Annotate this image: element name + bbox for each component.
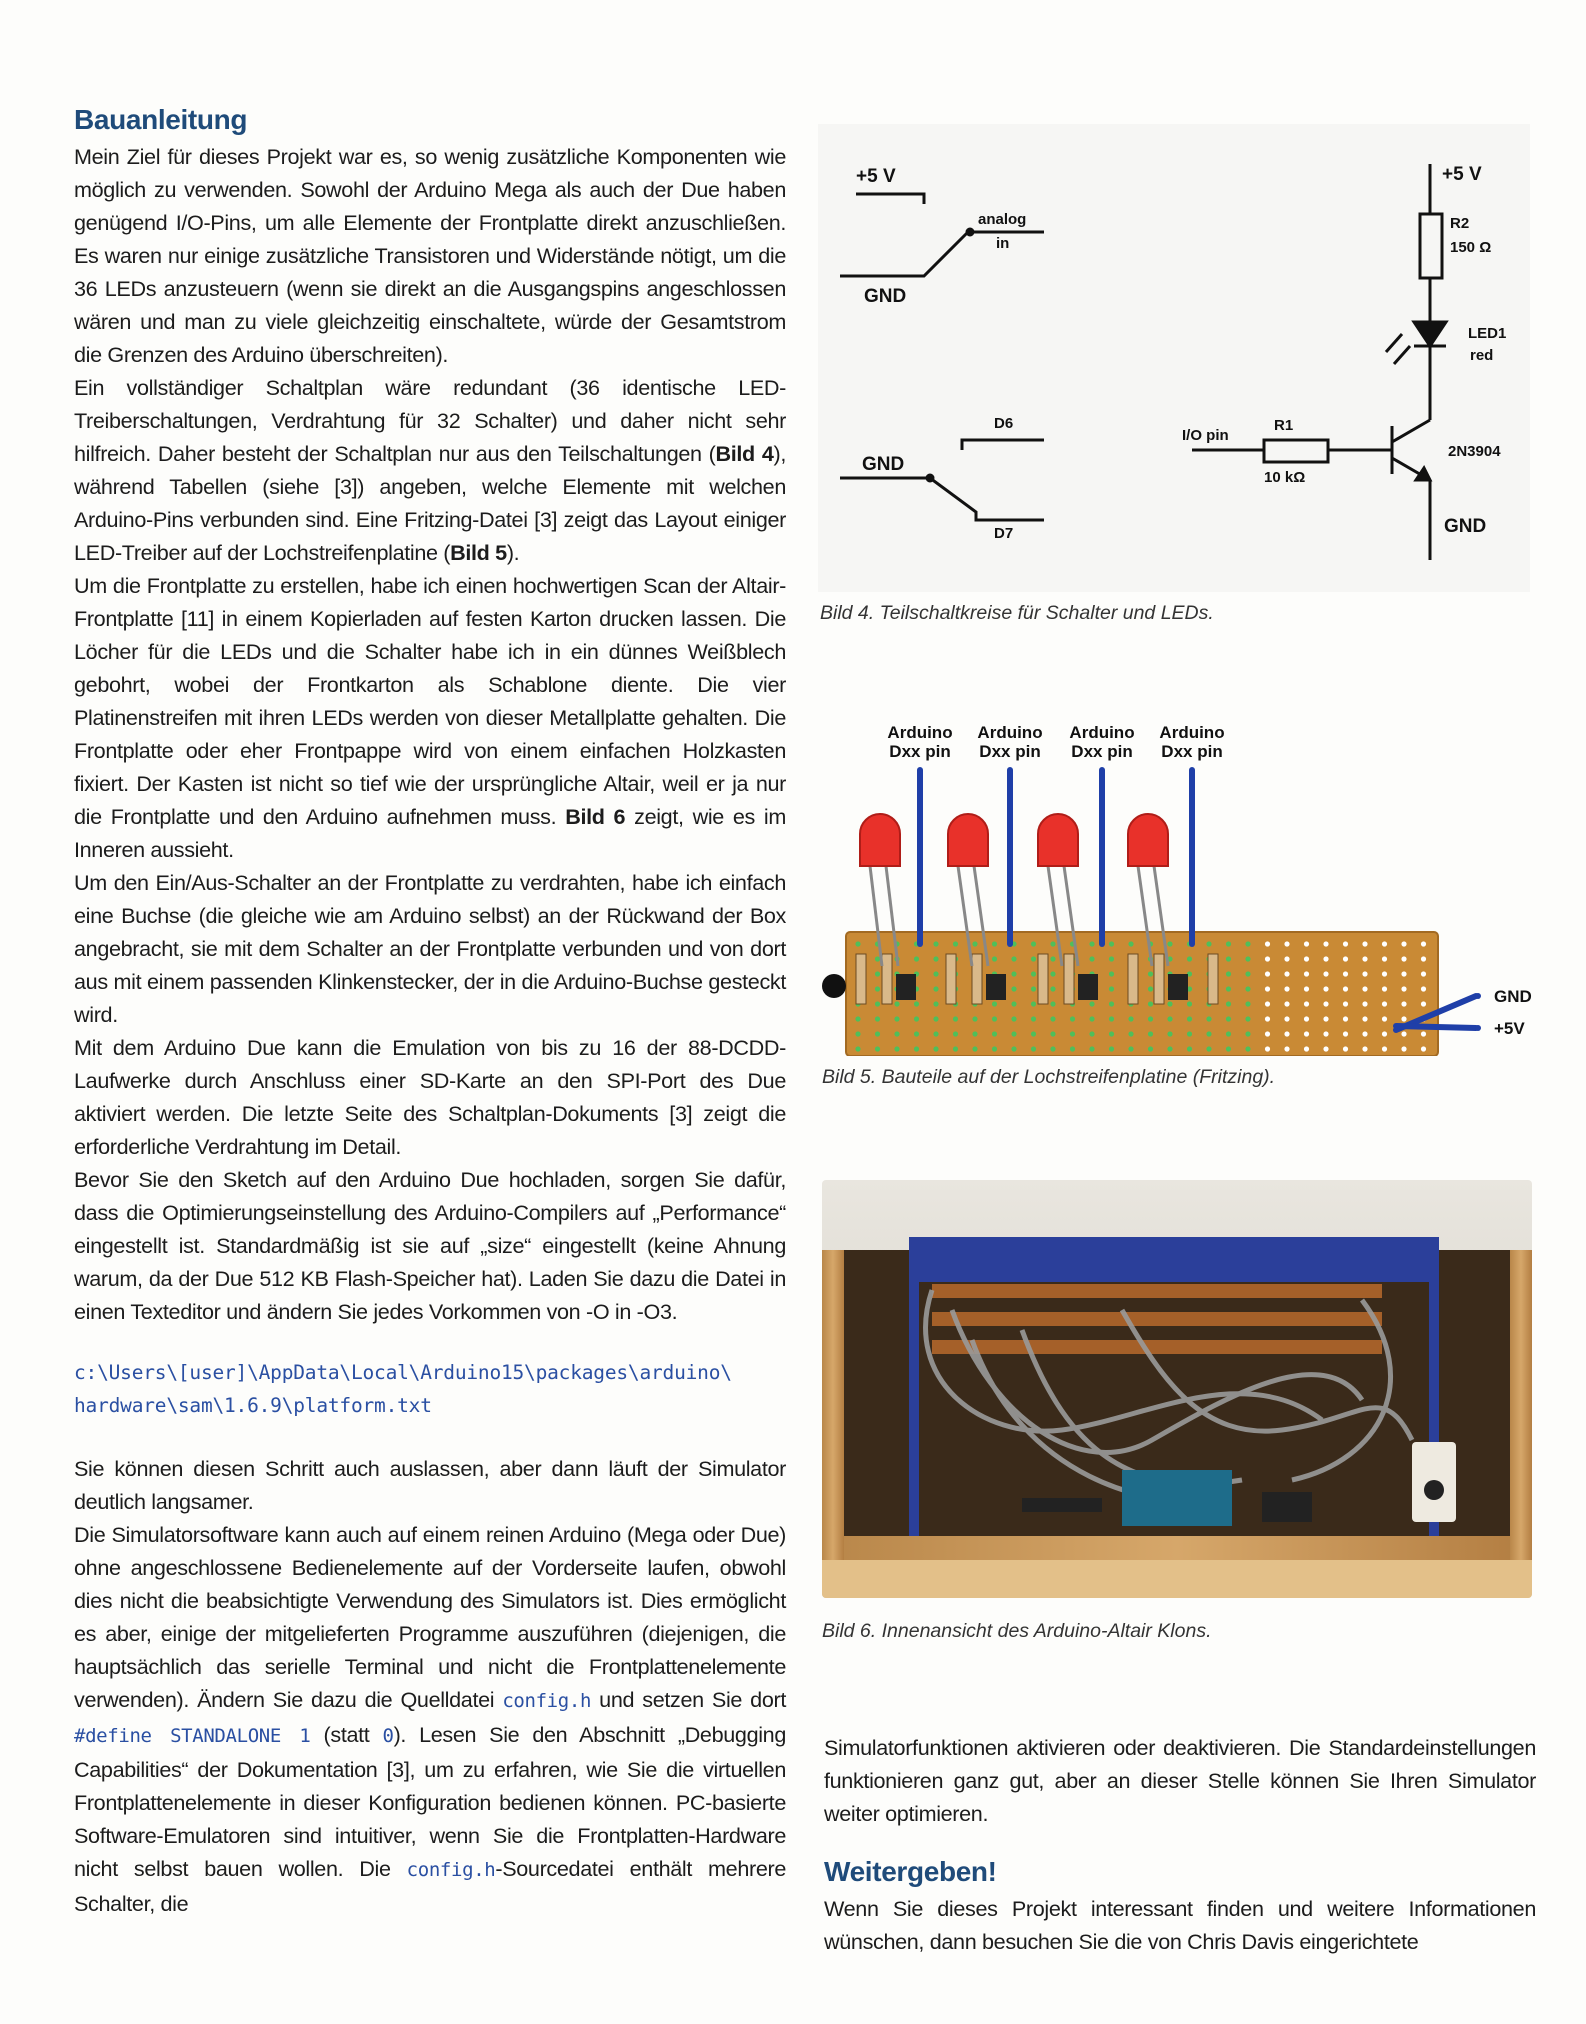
board-hole [894,1001,899,1006]
board-hole [914,1001,919,1006]
board-hole [1011,1016,1016,1021]
board-hole [972,1016,977,1021]
paragraph-6: Bevor Sie den Sketch auf den Arduino Due hochladen, sorgen Sie dafür, dass die Optimierungseinstellung des Arduino-Compilers auf „Performance“ eingestellt ist. Standardmäßig ist sie auf „size“ eingestellt (keine Ahnung warum, da der Due 512 KB Flash-Speicher hat). Laden Sie dazu die Datei in einen Texteditor und ändern Sie jedes Vorkommen von -O in -O3. [74,1167,786,1324]
board-hole [894,1016,899,1021]
photo-drawing [822,1180,1532,1598]
section-heading-bauanleitung: Bauanleitung [74,104,248,135]
paragraph-2: Ein vollständiger Schaltplan wäre redundant (36 identische LED-Treiberschaltungen, Verdrahtung für 32 Schalter) und daher nicht sehr hilfreich. Daher besteht der Schaltplan nur aus den Teilschaltungen (Bild 4), während Tabellen (siehe [3]) angeben, welche Elemente mit welchen Arduino-Pins verbunden sind. Eine Fritzing-Datei [3] zeigt das Layout einiger LED-Treiber auf der Lochstreifenplatine (Bild 5). [74,375,786,565]
label-in: in [996,235,1010,252]
board-hole [1050,986,1055,991]
board-hole [1343,1016,1348,1021]
board-hole [933,986,938,991]
board [846,932,1438,1056]
inline-code-config-h: config.h [502,1690,592,1712]
board-hole [1284,941,1289,946]
board-hole [1167,1016,1172,1021]
board-hole [1226,986,1231,991]
paragraph-3: Um die Frontplatte zu erstellen, habe ich einen hochwertigen Scan der Altair-Frontplatte [11] in einem Kopierladen auf festen Karton drucken lassen. Die Löcher für die LEDs und die Schalter habe ich in ein dünnes Weißblech gebohrt, wobei der Frontkarton als Schablone diente. Die vier Platinenstreifen mit ihren LEDs werden von dieser Metallplatte gehalten. Die Frontplatte oder eher Frontpappe wird von einem einfachen Holzkasten fixiert. Der Kasten ist nicht so tief wie der ursprüngliche Altair, weil er ja nur die Frontplatte und den Arduino aufnehmen muss. Bild 6 zeigt, wie es im Inneren aussieht. [74,573,786,862]
board-hole [1187,1016,1192,1021]
board-hole [914,1046,919,1051]
right-paragraph-1: Simulatorfunktionen aktivieren oder deaktivieren. Die Standardeinstellungen funktionieren ganz gut, aber an dieser Stelle können Sie Ihren Simulator weiter optimieren. [824,1735,1536,1826]
board-hole [1089,1001,1094,1006]
board-hole [914,1031,919,1036]
board-hole [1050,1001,1055,1006]
board-hole [1226,1031,1231,1036]
board-hole [1206,1046,1211,1051]
label-io-pin: I/O pin [1182,427,1229,444]
board-hole [1167,1031,1172,1036]
label-gnd: GND [1494,987,1532,1006]
board-hole [1382,1001,1387,1006]
board-hole [1265,1001,1270,1006]
label-gnd-right: GND [1444,516,1487,537]
board-hole [1304,956,1309,961]
board-hole [1148,986,1153,991]
board-hole [1031,986,1036,991]
pin-label-1-line2: Dxx pin [889,742,951,761]
board-hole [1304,1001,1309,1006]
board-hole [933,971,938,976]
board-hole [1421,986,1426,991]
board-hole [992,941,997,946]
resistor [1154,954,1164,1004]
board-hole [875,1046,880,1051]
board-hole [1362,986,1367,991]
board-hole [1245,986,1250,991]
board-hole [1011,1001,1016,1006]
board-hole [1284,971,1289,976]
paragraph-5: Mit dem Arduino Due kann die Emulation von bis zu 16 der 88-DCDD-Laufwerke durch Anschluss einer SD-Karte an den SPI-Port des Due aktiviert werden. Die letzte Seite des Schaltplan-Dokuments [3] zeigt die erforderliche Verdrahtung im Detail. [74,1035,786,1159]
board-hole [1031,956,1036,961]
transistor-left [822,974,846,998]
board-hole [1011,986,1016,991]
board-hole [1148,971,1153,976]
board-hole [1304,941,1309,946]
board-hole [1167,1046,1172,1051]
board-hole [933,1046,938,1051]
board-hole [1011,971,1016,976]
board-hole [1265,1046,1270,1051]
board-hole [1070,1031,1075,1036]
board-hole [1421,971,1426,976]
board-hole [1362,1031,1367,1036]
board-hole [1245,1001,1250,1006]
board-hole [953,1046,958,1051]
board-hole [1323,1031,1328,1036]
board-hole [933,1031,938,1036]
board-hole [914,1016,919,1021]
board-hole [1284,1031,1289,1036]
label-plus5v-left: +5 V [856,166,896,187]
board-hole [1031,971,1036,976]
board-hole [1265,1016,1270,1021]
board-hole [1265,941,1270,946]
board-hole [1323,1046,1328,1051]
figure-4-caption: Bild 4. Teilschaltkreise für Schalter und LEDs. [820,602,1214,624]
resistor [856,954,866,1004]
code-path-block [74,1356,786,1422]
board-hole [1050,1031,1055,1036]
code-line-1: c:\Users\[user]\AppData\Local\Arduino15\packages\arduino\ [74,1361,732,1384]
board-hole [1187,1001,1192,1006]
board-hole [1382,1016,1387,1021]
board-hole [875,971,880,976]
board-hole [1401,956,1406,961]
board-hole [1401,941,1406,946]
board-hole [1421,1046,1426,1051]
resistor [1208,954,1218,1004]
board-hole [1011,1031,1016,1036]
board-hole [1109,1016,1114,1021]
board-hole [1187,1046,1192,1051]
board-hole [1109,1046,1114,1051]
board-hole [1031,941,1036,946]
transistor [1078,974,1098,1000]
bild5-ref: Bild 5 [450,540,507,565]
pin-label-3-line1: Arduino [1069,723,1135,742]
board-hole [1265,986,1270,991]
board-hole [1343,1046,1348,1051]
board-hole [875,986,880,991]
resistor [1064,954,1074,1004]
figure-6-photo [822,1180,1532,1598]
board-hole [1109,971,1114,976]
board-hole [1401,986,1406,991]
board-hole [1031,1001,1036,1006]
board-hole [1226,941,1231,946]
label-led1-color: red [1470,347,1494,364]
board-hole [1382,941,1387,946]
board-hole [1050,941,1055,946]
board-hole [1128,1031,1133,1036]
label-analog: analog [978,211,1027,228]
board-hole [1128,1016,1133,1021]
resistor [972,954,982,1004]
pin-label-4-line2: Dxx pin [1161,742,1223,761]
board-hole [1421,941,1426,946]
board-hole [1206,1031,1211,1036]
board-hole [1109,941,1114,946]
board-hole [875,956,880,961]
label-gnd-top: GND [864,286,907,307]
board-hole [1148,1016,1153,1021]
board-hole [933,1016,938,1021]
board-hole [1109,1001,1114,1006]
pin-label-2-line1: Arduino [977,723,1043,742]
paragraph-8: Die Simulatorsoftware kann auch auf einem reinen Arduino (Mega oder Due) ohne angeschlossene Bedienelemente auf der Vorderseite laufen, obwohl dies nicht die beabsichtigte Verwendung des Simulators ist. Dies ermöglicht es aber, einige der mitgelieferten Programme auszuführen (diejenigen, die hauptsächlich das serielle Terminal und nicht die Frontplattenelemente verwenden). Ändern Sie dazu die Quelldatei config.h und setzen Sie dort #define STANDALONE 1 (statt 0). Lesen Sie den Abschnitt „Debugging Capabilities“ der Dokumentation [3], um zu erfahren, wie Sie die virtuellen Frontplattenelemente in dieser Konfiguration bedienen können. PC-basierte Software-Emulatoren sind intuitiver, wenn Sie die Frontplatten-Hardware nicht selbst bauen wollen. Die config.h-Sourcedatei enthält mehrere Schalter, die [74,1522,786,1916]
pin-label-3-line2: Dxx pin [1071,742,1133,761]
inline-code-config-h-2: config.h [406,1859,496,1881]
board-hole [1421,1031,1426,1036]
board-hole [1245,956,1250,961]
pin-label-1-line1: Arduino [887,723,953,742]
board-hole [1148,1031,1153,1036]
board-hole [1109,956,1114,961]
board-hole [1245,1031,1250,1036]
board-hole [1343,941,1348,946]
board-hole [1304,1046,1309,1051]
inline-code-zero: 0 [382,1725,394,1747]
board-hole [1265,1031,1270,1036]
board-hole [1245,1016,1250,1021]
board-hole [953,1031,958,1036]
board-hole [1362,971,1367,976]
section-heading-weitergeben: Weitergeben! [824,1856,997,1887]
board-hole [855,1046,860,1051]
label-r2-value: 150 Ω [1450,239,1492,256]
board-hole [1089,956,1094,961]
board-hole [972,1046,977,1051]
board-hole [1050,1046,1055,1051]
transistor [1168,974,1188,1000]
board-hole [1245,1046,1250,1051]
board-hole [1050,971,1055,976]
resistor [1038,954,1048,1004]
right-paragraph-2: Wenn Sie dieses Projekt interessant finden und weitere Informationen wünschen, dann besuchen Sie die von Chris Davis eingerichtete [824,1896,1536,1954]
label-gnd-bottom: GND [862,454,905,475]
board-hole [972,1031,977,1036]
transistor [896,974,916,1000]
board-hole [1245,971,1250,976]
board-hole [1226,971,1231,976]
board-hole [1089,941,1094,946]
board-hole [1284,1001,1289,1006]
board-hole [933,1001,938,1006]
board-hole [1187,1031,1192,1036]
board-hole [1382,986,1387,991]
board-hole [1070,1046,1075,1051]
label-d7: D7 [994,525,1014,542]
board-hole [992,1031,997,1036]
label-transistor: 2N3904 [1448,443,1501,460]
schematic-drawing [818,124,1530,592]
transistor [986,974,1006,1000]
board-hole [1323,1001,1328,1006]
figure-5-stripboard [816,716,1536,1056]
board-hole [875,1031,880,1036]
board-hole [1206,941,1211,946]
board-hole [1089,1031,1094,1036]
bild6-ref: Bild 6 [565,804,626,829]
right-column-text [824,1731,1536,1958]
board-hole [1206,1016,1211,1021]
board-hole [1343,986,1348,991]
board-hole [1323,941,1328,946]
board-hole [894,1031,899,1036]
board-hole [1362,941,1367,946]
board-hole [855,941,860,946]
board-hole [992,1016,997,1021]
board-hole [933,956,938,961]
label-r2: R2 [1450,215,1470,232]
paragraph-1: Mein Ziel für dieses Projekt war es, so wenig zusätzliche Komponenten wie möglich zu verwenden. Sowohl der Arduino Mega als auch der Due haben genügend I/O-Pins, um alle Elemente der Frontplatte direkt anzuschließen. Es waren nur einige zusätzliche Transistoren und Widerstände nötigt, um die 36 LEDs anzusteuern (wenn sie direkt an die Ausgangspins angeschlossen wären und man zu viele gleichzeitig einschaltete, würde der Gesamtstrom die Grenzen des Arduino überschreiten). [74,144,786,367]
board-hole [1050,956,1055,961]
board-hole [875,1001,880,1006]
board-hole [1304,986,1309,991]
board-hole [1031,1046,1036,1051]
board-hole [1382,971,1387,976]
board-hole [1382,1031,1387,1036]
paragraph-7: Sie können diesen Schritt auch auslassen, aber dann läuft der Simulator deutlich langsamer. [74,1456,786,1514]
board-hole [1323,986,1328,991]
board-hole [1226,1001,1231,1006]
board-hole [894,1046,899,1051]
board-hole [1128,1046,1133,1051]
resistor [1128,954,1138,1004]
board-hole [1284,1016,1289,1021]
board-hole [1089,1016,1094,1021]
board-hole [875,1016,880,1021]
board-hole [992,956,997,961]
board-hole [1401,1031,1406,1036]
code-line-2: hardware\sam\1.6.9\platform.txt [74,1394,432,1417]
board-hole [1109,986,1114,991]
board-hole [1265,956,1270,961]
board-hole [1187,956,1192,961]
paragraph-4: Um den Ein/Aus-Schalter an der Frontplatte zu verdrahten, habe ich einfach eine Buchse (die gleiche wie am Arduino selbst) an der Rückwand der Box angebracht, sie mit dem Schalter an der Frontplatte verbunden und von dort aus mit einem passenden Klinkenstecker, der in die Arduino-Buchse gesteckt wird. [74,870,786,1027]
label-plus5v: +5V [1494,1019,1525,1038]
stripboard-drawing [816,716,1536,1056]
figure-6-caption: Bild 6. Innenansicht des Arduino-Altair Klons. [822,1620,1212,1642]
label-r1-value: 10 kΩ [1264,469,1306,486]
board-hole [1323,971,1328,976]
label-led1: LED1 [1468,325,1507,342]
label-plus5v-right: +5 V [1442,164,1482,185]
board-hole [1148,1046,1153,1051]
board-hole [1323,1016,1328,1021]
board-hole [1284,1046,1289,1051]
board-hole [992,1046,997,1051]
label-r1: R1 [1274,417,1294,434]
board-hole [1401,1046,1406,1051]
board-hole [1011,956,1016,961]
board-hole [1401,1001,1406,1006]
board-hole [953,1016,958,1021]
pin-label-2-line2: Dxx pin [979,742,1041,761]
board-hole [1382,1046,1387,1051]
pin-label-4-line1: Arduino [1159,723,1225,742]
inline-code-define: #define STANDALONE 1 [74,1725,311,1747]
left-column [74,100,786,1920]
board-hole [1343,1001,1348,1006]
board-hole [1304,1031,1309,1036]
board-hole [1148,1001,1153,1006]
board-hole [1362,956,1367,961]
board-hole [1167,941,1172,946]
board-hole [1226,1016,1231,1021]
figure-5-caption: Bild 5. Bauteile auf der Lochstreifenplatine (Fritzing). [822,1066,1276,1088]
board-hole [1382,956,1387,961]
board-hole [1031,1031,1036,1036]
board-hole [1226,1046,1231,1051]
resistor [882,954,892,1004]
board-hole [914,956,919,961]
board-hole [1284,956,1289,961]
board-hole [1031,1016,1036,1021]
board-hole [1265,971,1270,976]
board-hole [1362,1001,1367,1006]
board-hole [1362,1046,1367,1051]
board-hole [1089,1046,1094,1051]
board-hole [1109,1031,1114,1036]
board-hole [1343,956,1348,961]
board-hole [1362,1016,1367,1021]
board-hole [1304,971,1309,976]
board-hole [1421,1001,1426,1006]
board-hole [1401,1016,1406,1021]
label-d6: D6 [994,415,1014,432]
board-hole [1323,956,1328,961]
board-hole [1343,1031,1348,1036]
board-hole [1284,986,1289,991]
board-hole [972,941,977,946]
figure-4-schematic [818,124,1530,592]
board-hole [1401,971,1406,976]
board-hole [1421,956,1426,961]
board-hole [1167,1001,1172,1006]
board-hole [1343,971,1348,976]
resistor [946,954,956,1004]
board-hole [1011,1046,1016,1051]
board-hole [1128,941,1133,946]
board-hole [1245,941,1250,946]
board-hole [1070,1016,1075,1021]
board-hole [933,941,938,946]
board-hole [855,1031,860,1036]
board-hole [1226,956,1231,961]
board-hole [855,1016,860,1021]
bild4-ref: Bild 4 [715,441,774,466]
board-hole [953,941,958,946]
wire-5v [1396,1026,1476,1028]
board-hole [992,1001,997,1006]
board-hole [1304,1016,1309,1021]
board-hole [1050,1016,1055,1021]
